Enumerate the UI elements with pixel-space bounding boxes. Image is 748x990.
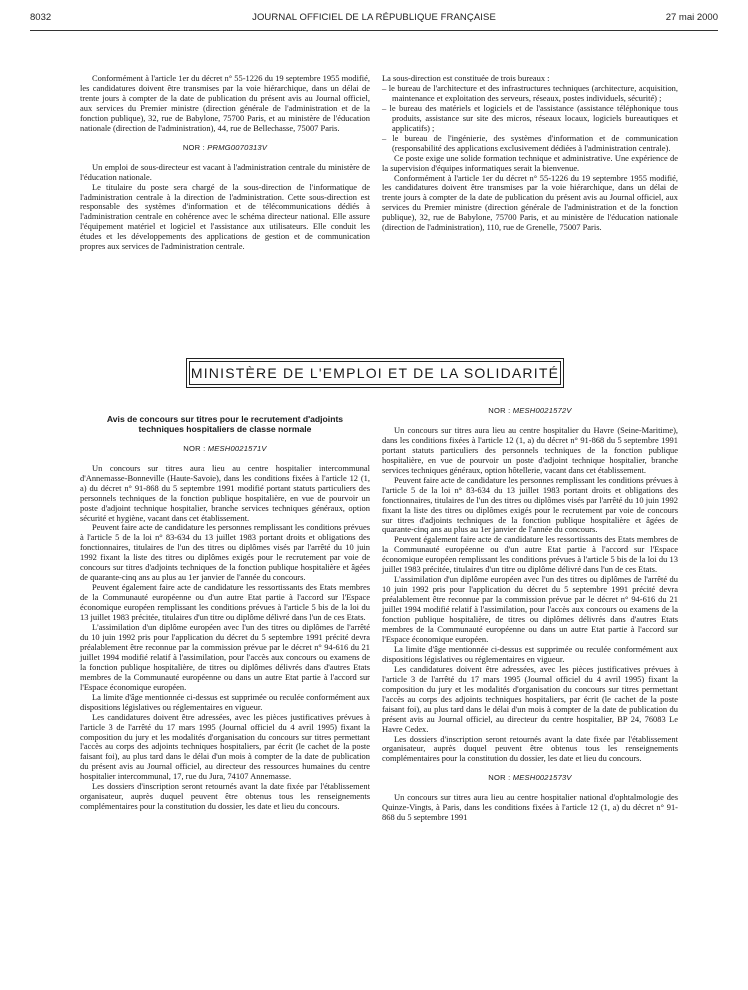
paragraph: Peuvent également faire acte de candidature les ressortissants des Etats membres de la Communauté européenne ou d'un autre Etat partie à l'accord sur l'Espace économique européen remplissant les conditions prévues à l'article 5 bis de la loi du 13 juillet 1983 précitée, titulaires d'un titre ou diplôme délivré dans l'un de ces Etats.	[80, 582, 370, 623]
nor-code: MESH0021572V	[512, 406, 572, 415]
list-item: – le bureau des matériels et logiciels et de l'assistance (assistance téléphonique tous produits, assistance sur site des micros, réseaux locaux, logiciels bureautiques et applicatifs) ;	[382, 102, 678, 133]
header-rule	[30, 30, 718, 31]
bottom-right-column	[382, 406, 678, 823]
paragraph: Peuvent également faire acte de candidature les ressortissants des Etats membres de la Communauté européenne ou d'un autre Etat partie à l'accord sur l'Espace économique européen remplissant les conditions prévues à l'article 5 bis de la loi du 13 juillet 1983 précitée, titulaires d'un titre ou diplôme délivré dans l'un de ces Etats.	[382, 534, 678, 575]
paragraph: Peuvent faire acte de candidature les personnes remplissant les conditions prévues à l'article 5 de la loi n° 83-634 du 13 juillet 1983 portant droits et obligations des fonctionnaires, titulaires de l'un des titres ou diplômes visés par l'arrêté du 10 juin 1992 fixant la liste des titres ou diplômes exigés pour le recrutement par voie de concours sur titres d'adjoints techniques de la fonction publique hospitalière et âgées de quarante-cinq ans au plus au 1er janvier de l'année du concours.	[80, 522, 370, 583]
page-header	[30, 12, 718, 32]
paragraph: Conformément à l'article 1er du décret n° 55-1226 du 19 septembre 1955 modifié, les candidatures doivent être transmises par la voie hiérarchique, dans un délai de trente jours à compter de la date de publication du présent avis au Journal officiel, aux services du Premier ministre (direction générale de l'administration et de la fonction publique), 32, rue de Babylone, 75700 Paris, et au ministère de l'éducation nationale (direction de l'administration), 110, rue de Grenelle, 75007 Paris.	[382, 172, 678, 233]
issue-date: 27 mai 2000	[665, 12, 718, 23]
nor-label: NOR :	[183, 443, 206, 453]
paragraph: Ce poste exige une solide formation technique et administrative. Une expérience de la supervision d'équipes informatiques serait la bienvenue.	[382, 152, 678, 173]
paragraph: Un concours sur titres aura lieu au centre hospitalier national d'ophtalmologie des Quinze-Vingts, à Paris, dans les conditions fixées à l'article 12 (1, a) du décret n° 91-868 du 5 septembre 1991	[382, 792, 678, 823]
nor-reference	[382, 406, 678, 416]
ministry-banner	[186, 358, 564, 388]
nor-code: MESH0021571V	[207, 443, 267, 453]
paragraph: Les candidatures doivent être adressées, avec les pièces justificatives prévues à l'article 3 de l'arrêté du 17 mars 1995 (Journal officiel du 4 avril 1995) fixant la composition du jury et les modalités d'organisation du concours sur titres permettant l'accès au corps des adjoints techniques hospitaliers, par écrit (le cachet de la poste faisant foi), au plus tard dans le délai d'un mois à compter de la date de publication du présent avis au Journal officiel, au directeur du centre hospitalier, BP 24, 76083 Le Havre Cedex.	[382, 663, 678, 734]
top-right-column	[382, 74, 678, 233]
paragraph: Les dossiers d'inscription seront retournés avant la date fixée par l'établissement organisateur, auprès duquel peuvent être obtenus tous les renseignements complémentaires pour la constitution du dossier, les date et lieu du concours.	[382, 733, 678, 764]
nor-label: NOR :	[488, 406, 511, 415]
nor-reference	[80, 143, 370, 153]
nor-label: NOR :	[488, 773, 511, 783]
list-item: – le bureau de l'ingénierie, des systèmes d'information et de communication (responsabilité des applications exclusivement dédiées à l'administration centrale).	[382, 132, 678, 153]
paragraph: Peuvent faire acte de candidature les personnes remplissant les conditions prévues à l'article 5 de la loi n° 83-634 du 13 juillet 1983 portant droits et obligations des fonctionnaires, titulaires de l'un des titres ou diplômes visés par l'arrêté du 10 juin 1992 fixant la liste des titres ou diplômes exigés pour le recrutement par voie de concours sur titres d'adjoints techniques de la fonction publique hospitalière et âgées de quarante-cinq ans au plus au 1er janvier de l'année du concours.	[382, 474, 678, 535]
page-number: 8032	[30, 12, 52, 23]
paragraph: Les dossiers d'inscription seront retournés avant la date fixée par l'établissement organisateur, auprès duquel peuvent être obtenus tous les renseignements complémentaires pour la constitution du dossier, les date et lieu du concours.	[80, 781, 370, 812]
nor-reference	[382, 773, 678, 783]
paragraph: Les candidatures doivent être adressées, avec les pièces justificatives prévues à l'article 3 de l'arrêté du 17 mars 1995 (Journal officiel du 4 avril 1995) fixant la composition du jury et les modalités d'organisation du concours sur titres permettant l'accès au corps des adjoints techniques hospitaliers, par écrit (le cachet de la poste faisant foi), au plus tard dans le délai d'un mois à compter de la date de publication du présent avis au Journal officiel, au directeur des ressources humaines du centre hospitalier intercommunal, 17, rue du Jura, 74107 Annemasse.	[80, 711, 370, 782]
paragraph: L'assimilation d'un diplôme européen avec l'un des titres ou diplômes de l'arrêté du 10 juin 1992 pris pour l'application du décret du 5 septembre 1991 précité devra préalablement être reconnue par la commission prévue par le décret n° 94-616 du 21 juillet 1994 modifié relatif à l'assimilation, pour l'accès aux concours ou examens de la fonction publique hospitalière, de titres ou diplômes délivrés dans d'autres Etats membres de la Communauté européenne ou dans un autre Etat partie à l'accord sur l'Espace économique européen.	[382, 574, 678, 644]
ministry-title: MINISTÈRE DE L'EMPLOI ET DE LA SOLIDARITÉ	[189, 361, 561, 385]
paragraph: La limite d'âge mentionnée ci-dessus est supprimée ou reculée conformément aux dispositions législatives ou réglementaires en vigueur.	[382, 643, 678, 664]
top-left-column	[80, 74, 370, 252]
nor-reference	[80, 444, 370, 454]
paragraph: La limite d'âge mentionnée ci-dessus est supprimée ou reculée conformément aux dispositions législatives ou réglementaires en vigueur.	[80, 691, 370, 712]
paragraph: Un concours sur titres aura lieu au centre hospitalier du Havre (Seine-Maritime), dans les conditions fixées à l'article 12 (1, a) du décret n° 91-868 du 5 septembre 1991 portant statuts particuliers des personnels techniques de la fonction publique hospitalière, en vue de pourvoir un poste d'adjoint technique hospitalier, branche services techniques généraux, option hôtellerie, vacant dans cet établissement.	[382, 424, 678, 475]
nor-label: NOR :	[182, 142, 205, 152]
paragraph: Conformément à l'article 1er du décret n° 55-1226 du 19 septembre 1955 modifié, les candidatures doivent être transmises par la voie hiérarchique, dans un délai de trente jours à compter de la date de publication du présent avis au Journal officiel, aux services du Premier ministre (direction générale de l'administration et de la fonction publique), 32, rue de Babylone, 75700 Paris, et au ministère de l'éducation nationale (direction de l'administration), 44, rue de Bellechasse, 75007 Paris.	[80, 73, 370, 133]
bottom-left-column	[80, 414, 370, 812]
paragraph: Un concours sur titres aura lieu au centre hospitalier intercommunal d'Annemasse-Bonneville (Haute-Savoie), dans les conditions fixées à l'article 12 (1, a) du décret n° 91-868 du 5 septembre 1991 modifié portant statuts particuliers des personnels techniques de la fonction publique hospitalière, en vue de pourvoir un poste d'adjoint technique hospitalier, branche services techniques généraux, option sécurité et hygiène, vacant dans cet établissement.	[80, 462, 370, 523]
paragraph: Un emploi de sous-directeur est vacant à l'administration centrale du ministère de l'éducation nationale.	[80, 161, 370, 182]
bureau-list	[382, 84, 678, 154]
journal-title: JOURNAL OFFICIEL DE LA RÉPUBLIQUE FRANÇAISE	[252, 12, 496, 23]
paragraph: La sous-direction est constituée de trois bureaux :	[382, 73, 550, 83]
notice-heading: Avis de concours sur titres pour le recrutement d'adjoints techniques hospitaliers de classe normale	[106, 414, 344, 435]
nor-code: PRMG0070313V	[207, 142, 268, 152]
paragraph: L'assimilation d'un diplôme européen avec l'un des titres ou diplômes de l'arrêté du 10 juin 1992 pris pour l'application du décret du 5 septembre 1991 précité devra préalablement être reconnue par la commission prévue par le décret n° 94-616 du 21 juillet 1994 modifié relatif à l'assimilation, pour l'accès aux concours ou examens de la fonction publique hospitalière, de titres ou diplômes délivrés dans d'autres Etats membres de la Communauté européenne ou dans un autre Etat partie à l'accord sur l'Espace économique européen.	[80, 622, 370, 692]
nor-code: MESH0021573V	[512, 773, 572, 783]
paragraph: Le titulaire du poste sera chargé de la sous-direction de l'informatique de l'administration centrale à la direction de l'administration. Cette sous-direction est responsable des systèmes d'information et de télécommunications dédiés à l'administration centrale en cohérence avec le schéma directeur national. Elle assure l'équipement matériel et logiciel et l'assistance aux utilisateurs. Elle conduit les études et les développements des applications de gestion et de communication propres aux services de l'administration centrale.	[80, 181, 370, 252]
list-item: – le bureau de l'architecture et des infrastructures techniques (architecture, acquisition, maintenance et exploitation des serveurs, réseaux, postes individuels, sécurité) ;	[382, 82, 678, 103]
